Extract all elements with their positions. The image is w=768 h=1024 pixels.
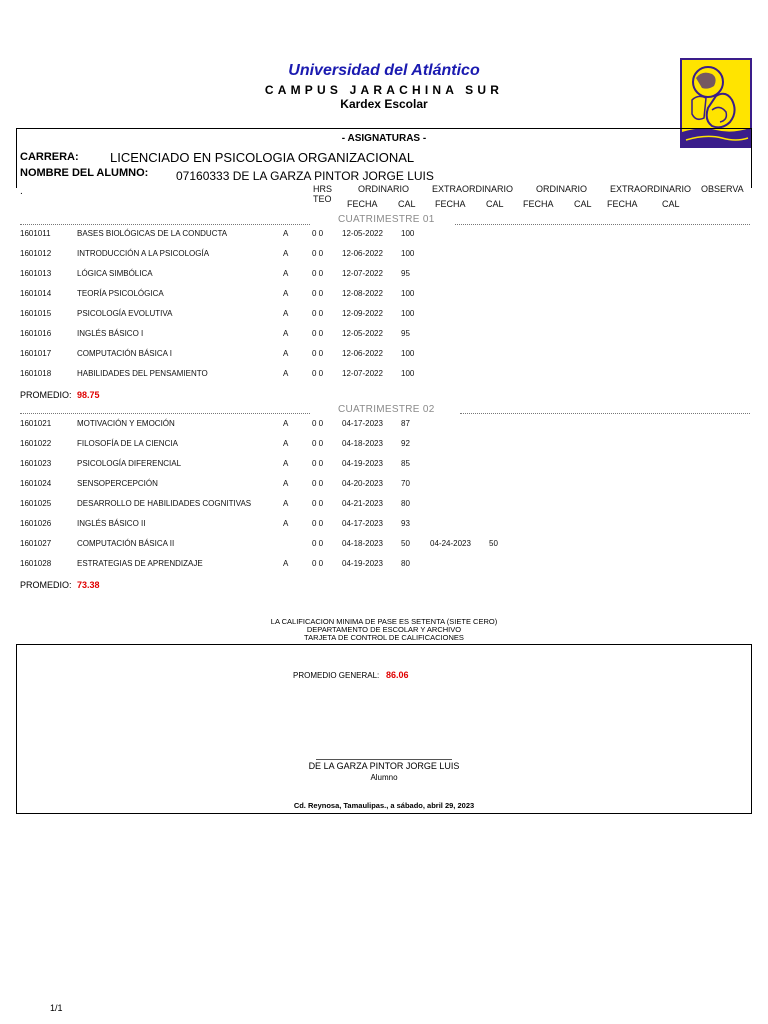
- cell-cal: 100: [401, 289, 415, 298]
- cell-code: 1601027: [20, 539, 52, 548]
- cell-fecha: 04-19-2023: [342, 459, 383, 468]
- cell-status: A: [283, 459, 289, 468]
- cell-code: 1601026: [20, 519, 52, 528]
- cell-status: A: [283, 499, 289, 508]
- cell-hrs: 0 0: [312, 229, 324, 238]
- cell-fecha: 04-17-2023: [342, 519, 383, 528]
- page-number: 1/1: [50, 1003, 63, 1013]
- promedio-value: 73.38: [77, 580, 100, 590]
- cell-code: 1601024: [20, 479, 52, 488]
- cell-hrs: 0 0: [312, 439, 324, 448]
- col-observa: OBSERVA: [701, 184, 744, 194]
- cell-fecha: 12-05-2022: [342, 329, 383, 338]
- cell-status: A: [283, 249, 289, 258]
- col-fecha-4: FECHA: [607, 199, 638, 209]
- carrera-label: CARRERA:: [20, 151, 79, 163]
- cell-name: BASES BIOLÓGICAS DE LA CONDUCTA: [77, 229, 228, 238]
- cell-code: 1601025: [20, 499, 52, 508]
- cuatrimestre-title: CUATRIMESTRE 02: [338, 404, 435, 415]
- cell-code: 1601021: [20, 419, 52, 428]
- divider-dots: [20, 224, 310, 225]
- cell-status: A: [283, 519, 289, 528]
- place-date: Cd. Reynosa, Tamaulipas., a sábado, abril 29, 2023: [293, 801, 475, 810]
- cell-hrs: 0 0: [312, 459, 324, 468]
- cell-name: INGLÉS BÁSICO II: [77, 519, 146, 528]
- cell-name: FILOSOFÍA DE LA CIENCIA: [77, 439, 178, 448]
- cell-fecha: 12-06-2022: [342, 349, 383, 358]
- cell-cal: 100: [401, 309, 415, 318]
- divider-dots: [20, 413, 310, 414]
- cell-hrs: 0 0: [312, 369, 324, 378]
- dot-mark: .: [20, 186, 23, 197]
- promedio-general-value: 86.06: [386, 670, 409, 680]
- table-row: [0, 289, 768, 303]
- cell-name: MOTIVACIÓN Y EMOCIÓN: [77, 419, 175, 428]
- table-row: [0, 269, 768, 283]
- cell-fecha: 04-18-2023: [342, 439, 383, 448]
- cell-cal: 70: [401, 479, 410, 488]
- cell-hrs: 0 0: [312, 419, 324, 428]
- cell-status: A: [283, 479, 289, 488]
- cell-fecha: 12-08-2022: [342, 289, 383, 298]
- cell-code: 1601011: [20, 229, 51, 238]
- cell-fecha: 12-07-2022: [342, 269, 383, 278]
- col-cal-3: CAL: [574, 199, 592, 209]
- cell-name: PSICOLOGÍA EVOLUTIVA: [77, 309, 173, 318]
- cell-fecha: 04-21-2023: [342, 499, 383, 508]
- cell-name: INGLÉS BÁSICO I: [77, 329, 144, 338]
- col-fecha-2: FECHA: [435, 199, 466, 209]
- carrera-value: LICENCIADO EN PSICOLOGIA ORGANIZACIONAL: [110, 150, 415, 165]
- cell-cal: 100: [401, 249, 415, 258]
- cell-hrs: 0 0: [312, 349, 324, 358]
- table-row: [0, 499, 768, 513]
- cell-code: 1601014: [20, 289, 52, 298]
- table-row: [0, 439, 768, 453]
- table-row: [0, 479, 768, 493]
- promedio-label: PROMEDIO:: [20, 390, 72, 400]
- cell-name: SENSOPERCEPCIÓN: [77, 479, 158, 488]
- cuatrimestre-title: CUATRIMESTRE 01: [338, 214, 435, 225]
- note-min-grade: LA CALIFICACION MINIMA DE PASE ES SETENTA (SIETE CERO): [270, 617, 498, 626]
- table-row: [0, 459, 768, 473]
- cell-fecha: 04-17-2023: [342, 419, 383, 428]
- cell-fecha: 12-07-2022: [342, 369, 383, 378]
- table-row: [0, 329, 768, 343]
- cell-cal: 100: [401, 349, 415, 358]
- cell-code: 1601013: [20, 269, 52, 278]
- cell-fecha: 12-09-2022: [342, 309, 383, 318]
- cell-name: COMPUTACIÓN BÁSICA II: [77, 539, 175, 548]
- cell-status: A: [283, 309, 289, 318]
- cell-code: 1601015: [20, 309, 52, 318]
- promedio-label: PROMEDIO:: [20, 580, 72, 590]
- cell-code: 1601018: [20, 369, 52, 378]
- cell-fecha: 04-18-2023: [342, 539, 383, 548]
- cell-status: A: [283, 289, 289, 298]
- signature-role: Alumno: [370, 773, 398, 782]
- cell-hrs: 0 0: [312, 519, 324, 528]
- cell-cal: 92: [401, 439, 410, 448]
- cell-name: INTRODUCCIÓN A LA PSICOLOGÍA: [77, 249, 210, 258]
- cell-hrs: 0 0: [312, 309, 324, 318]
- cell-status: A: [283, 439, 289, 448]
- table-row: [0, 349, 768, 363]
- cell-name: DESARROLLO DE HABILIDADES COGNITIVAS: [77, 499, 252, 508]
- cell-hrs: 0 0: [312, 289, 324, 298]
- table-row: [0, 229, 768, 243]
- cell-name: COMPUTACIÓN BÁSICA I: [77, 349, 172, 358]
- table-row: [0, 249, 768, 263]
- signature-name: DE LA GARZA PINTOR JORGE LUIS: [308, 761, 460, 771]
- cell-cal: 100: [401, 229, 415, 238]
- cell-code: 1601023: [20, 459, 52, 468]
- cell-status: A: [283, 419, 289, 428]
- cell-status: A: [283, 559, 289, 568]
- col-cal-4: CAL: [662, 199, 680, 209]
- cell-name: TEORÍA PSICOLÓGICA: [77, 289, 164, 298]
- nombre-label: NOMBRE DEL ALUMNO:: [20, 167, 149, 179]
- cell-name: PSICOLOGÍA DIFERENCIAL: [77, 459, 182, 468]
- cell-hrs: 0 0: [312, 479, 324, 488]
- cell-hrs: 0 0: [312, 559, 324, 568]
- cell-name: ESTRATEGIAS DE APRENDIZAJE: [77, 559, 203, 568]
- table-row: [0, 369, 768, 383]
- cell-name: LÓGICA SIMBÓLICA: [77, 269, 153, 278]
- cell-code: 1601022: [20, 439, 52, 448]
- cell-status: A: [283, 269, 289, 278]
- promedio-value: 98.75: [77, 390, 100, 400]
- divider-dots: [455, 224, 750, 225]
- cell-fecha: 04-20-2023: [342, 479, 383, 488]
- cell-status: A: [283, 369, 289, 378]
- table-row: [0, 419, 768, 433]
- col-cal-2: CAL: [486, 199, 504, 209]
- document-title: Kardex Escolar: [340, 97, 428, 111]
- cell-cal: 80: [401, 499, 410, 508]
- cell-cal: 87: [401, 419, 410, 428]
- cell-hrs: 0 0: [312, 329, 324, 338]
- cell-cal: 95: [401, 329, 410, 338]
- cell-code: 1601012: [20, 249, 52, 258]
- cell-cal: 50: [401, 539, 410, 548]
- cell-fecha: 12-05-2022: [342, 229, 383, 238]
- cell-cal: 95: [401, 269, 410, 278]
- cell-hrs: 0 0: [312, 539, 324, 548]
- cell-status: A: [283, 229, 289, 238]
- section-title: - ASIGNATURAS -: [341, 133, 427, 144]
- signature-line: [316, 759, 452, 760]
- summary-box: [16, 644, 752, 814]
- col-teo: TEO: [313, 194, 332, 204]
- cell-cal: 85: [401, 459, 410, 468]
- col-ordinario-1: ORDINARIO: [358, 184, 410, 194]
- cell-code: 1601028: [20, 559, 52, 568]
- col-fecha-3: FECHA: [523, 199, 554, 209]
- cell-code: 1601017: [20, 349, 52, 358]
- col-ordinario-2: ORDINARIO: [536, 184, 588, 194]
- table-row: [0, 519, 768, 533]
- cell-cal: 93: [401, 519, 410, 528]
- note-card: TARJETA DE CONTROL DE CALIFICACIONES: [304, 633, 464, 642]
- cell-name: HABILIDADES DEL PENSAMIENTO: [77, 369, 208, 378]
- cell-code: 1601016: [20, 329, 52, 338]
- cell-cal: 100: [401, 369, 415, 378]
- col-extraordinario-2: EXTRAORDINARIO: [610, 184, 692, 194]
- cell-status: A: [283, 349, 289, 358]
- divider-dots: [460, 413, 750, 414]
- col-extraordinario-1: EXTRAORDINARIO: [432, 184, 514, 194]
- col-cal-1: CAL: [398, 199, 416, 209]
- university-name: Universidad del Atlántico: [288, 62, 480, 79]
- campus-name: CAMPUS JARACHINA SUR: [264, 83, 504, 97]
- table-row: [0, 539, 768, 553]
- nombre-value: 07160333 DE LA GARZA PINTOR JORGE LUIS: [176, 169, 434, 183]
- cell-fecha: 12-06-2022: [342, 249, 383, 258]
- table-row: [0, 309, 768, 323]
- col-fecha-1: FECHA: [347, 199, 378, 209]
- cell-ext-fecha: 04-24-2023: [430, 539, 471, 548]
- table-row: [0, 559, 768, 573]
- cell-fecha: 04-19-2023: [342, 559, 383, 568]
- cell-hrs: 0 0: [312, 269, 324, 278]
- cell-ext-cal: 50: [489, 539, 498, 548]
- cell-status: A: [283, 329, 289, 338]
- cell-hrs: 0 0: [312, 499, 324, 508]
- cell-cal: 80: [401, 559, 410, 568]
- promedio-general-label: PROMEDIO GENERAL:: [293, 671, 380, 680]
- note-department: DEPARTAMENTO DE ESCOLAR Y ARCHIVO: [306, 625, 462, 634]
- col-hrs: HRS: [313, 184, 333, 194]
- cell-hrs: 0 0: [312, 249, 324, 258]
